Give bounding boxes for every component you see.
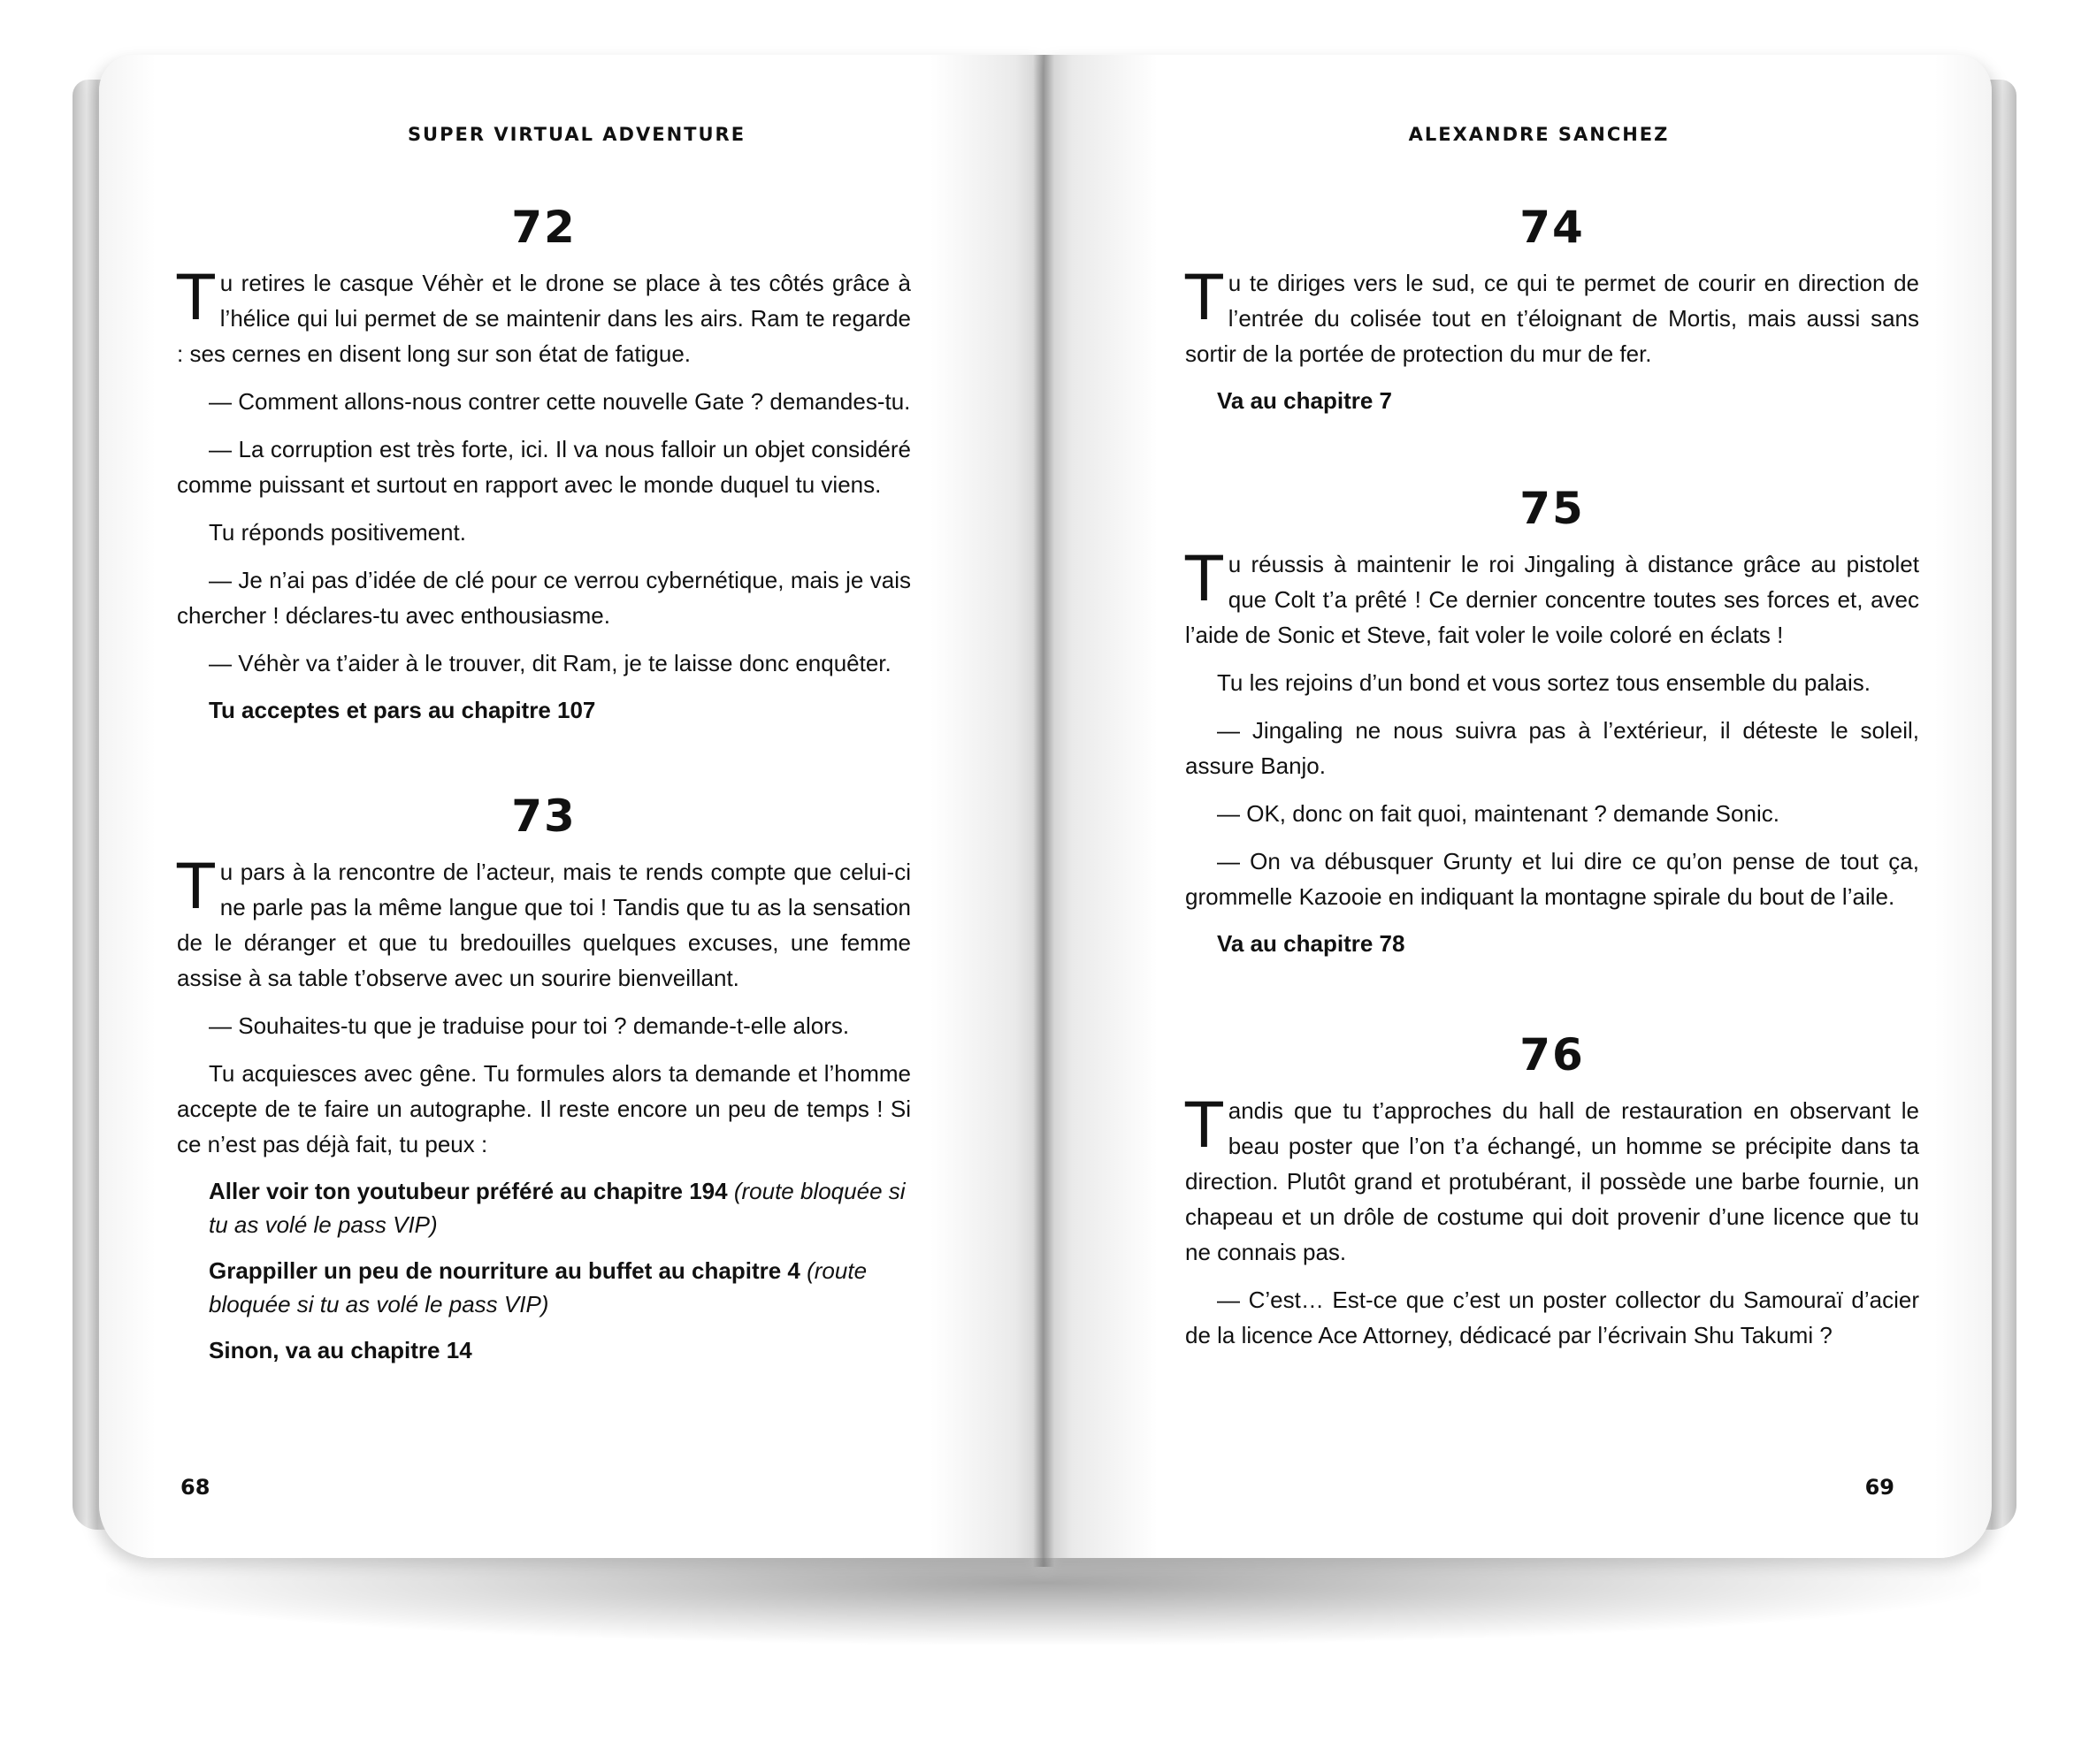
paragraph: — Jingaling ne nous suivra pas à l’extérieur, il déteste le soleil, assure Banjo. bbox=[1185, 717, 1919, 779]
running-head-right: ALEXANDRE SANCHEZ bbox=[1408, 124, 1670, 145]
paragraph: Tu réussis à maintenir le roi Jingaling à distance grâce au pistolet que Colt t’a prêté ! Ce dernier concentre toutes ses forces et, avec l’aide de Sonic et Steve, fait voler le voile coloré en éclats ! bbox=[1185, 543, 1919, 648]
left-page bbox=[99, 55, 1044, 1558]
paragraph: — C’est… Est-ce que c’est un poster collector du Samouraï d’acier de la licence Ace Attorney, dédicacé par l’écrivain Shu Takumi ? bbox=[1185, 1287, 1919, 1348]
choice-link[interactable] bbox=[177, 1174, 911, 1241]
book-spine bbox=[1033, 55, 1054, 1567]
paragraph: — On va débusquer Grunty et lui dire ce qu’on pense de tout ça, grommelle Kazooie en indiquant la montagne spirale du bout de l’aile. bbox=[1185, 848, 1919, 910]
right-page bbox=[1044, 55, 1992, 1558]
choice-text: Va au chapitre 7 bbox=[1217, 387, 1392, 414]
chapter-gap bbox=[177, 739, 911, 794]
paragraph: — Je n’ai pas d’idée de clé pour ce verrou cybernétique, mais je vais chercher ! déclares-tu avec enthousiasme. bbox=[177, 567, 911, 629]
choice-note: (route bloquée si tu as volé le pass VIP) bbox=[209, 1257, 868, 1317]
paragraph: Tu pars à la rencontre de l’acteur, mais te rends compte que celui-ci ne parle pas la même langue que toi ! Tandis que tu as la sensation de le déranger et que tu bredouilles quelques excuses, une femme assise à sa table t’observe avec un sourire bienveillant. bbox=[177, 851, 911, 991]
paragraph: Tu acquiesces avec gêne. Tu formules alors ta demande et l’homme accepte de te faire un autographe. Il reste encore un peu de temps ! Si ce n’est pas déjà fait, tu peux : bbox=[177, 1060, 911, 1157]
choice-link[interactable] bbox=[177, 693, 911, 727]
paragraph: Tu retires le casque Véhèr et le drone se place à tes côtés grâce à l’hélice qui lui permet de se maintenir dans les airs. Ram te regarde : ses cernes en disent long sur son état de fatigue. bbox=[177, 262, 911, 367]
choice-link[interactable] bbox=[1185, 927, 1919, 960]
paragraph: Tu te diriges vers le sud, ce qui te permet de courir en direction de l’entrée du colisée tout en t’éloignant de Mortis, mais aussi sans sortir de la portée de protection du mur de fer. bbox=[1185, 262, 1919, 367]
chapter-74 bbox=[1185, 202, 1919, 417]
paragraph: Tu réponds positivement. bbox=[209, 519, 466, 546]
choice-note: (route bloquée si tu as volé le pass VIP) bbox=[209, 1178, 906, 1238]
choice-text: Aller voir ton youtubeur préféré au chapitre 194 bbox=[209, 1178, 728, 1204]
running-head-left: SUPER VIRTUAL ADVENTURE bbox=[407, 124, 746, 145]
paragraph: — La corruption est très forte, ici. Il va nous falloir un objet considéré comme puissant et surtout en rapport avec le monde duquel tu viens. bbox=[177, 436, 911, 498]
left-page-content bbox=[177, 202, 911, 1379]
choice-link[interactable] bbox=[177, 1254, 911, 1321]
chapter-72 bbox=[177, 202, 911, 727]
chapter-gap bbox=[1185, 430, 1919, 486]
choice-link[interactable] bbox=[177, 1333, 911, 1367]
chapter-number: 74 bbox=[1519, 202, 1585, 253]
chapter-73 bbox=[177, 790, 911, 1367]
paragraph: — Véhèr va t’aider à le trouver, dit Ram, je te laisse donc enquêter. bbox=[209, 650, 891, 676]
choice-text: Tu acceptes et pars au chapitre 107 bbox=[209, 697, 596, 723]
choice-link[interactable] bbox=[1185, 384, 1919, 417]
right-page-content bbox=[1185, 202, 1919, 1365]
paragraph: — OK, donc on fait quoi, maintenant ? demande Sonic. bbox=[1217, 800, 1779, 827]
choice-text: Sinon, va au chapitre 14 bbox=[209, 1337, 472, 1363]
chapter-number: 72 bbox=[511, 202, 577, 253]
chapter-number: 73 bbox=[511, 790, 577, 842]
chapter-gap bbox=[1185, 973, 1919, 1033]
chapter-76 bbox=[1185, 1029, 1919, 1353]
paragraph: Tandis que tu t’approches du hall de restauration en observant le beau poster que l’on t’a échangé, un homme se précipite dans ta direction. Plutôt grand et protubérant, il possède une barbe fournie, un chapeau et un drôle de costume qui doit provenir d’une licence que tu ne connais pas. bbox=[1185, 1089, 1919, 1265]
chapter-75 bbox=[1185, 483, 1919, 960]
paragraph: — Souhaites-tu que je traduise pour toi ? demande-t-elle alors. bbox=[209, 1012, 850, 1039]
paragraph: — Comment allons-nous contrer cette nouvelle Gate ? demandes-tu. bbox=[209, 388, 911, 415]
chapter-number: 76 bbox=[1519, 1029, 1585, 1081]
chapter-number: 75 bbox=[1519, 483, 1585, 534]
page-number-right: 69 bbox=[1864, 1475, 1894, 1500]
choice-text: Grappiller un peu de nourriture au buffet au chapitre 4 bbox=[209, 1257, 800, 1284]
choice-text: Va au chapitre 78 bbox=[1217, 930, 1405, 957]
page-number-left: 68 bbox=[180, 1475, 210, 1500]
paragraph: Tu les rejoins d’un bond et vous sortez tous ensemble du palais. bbox=[1217, 669, 1871, 696]
